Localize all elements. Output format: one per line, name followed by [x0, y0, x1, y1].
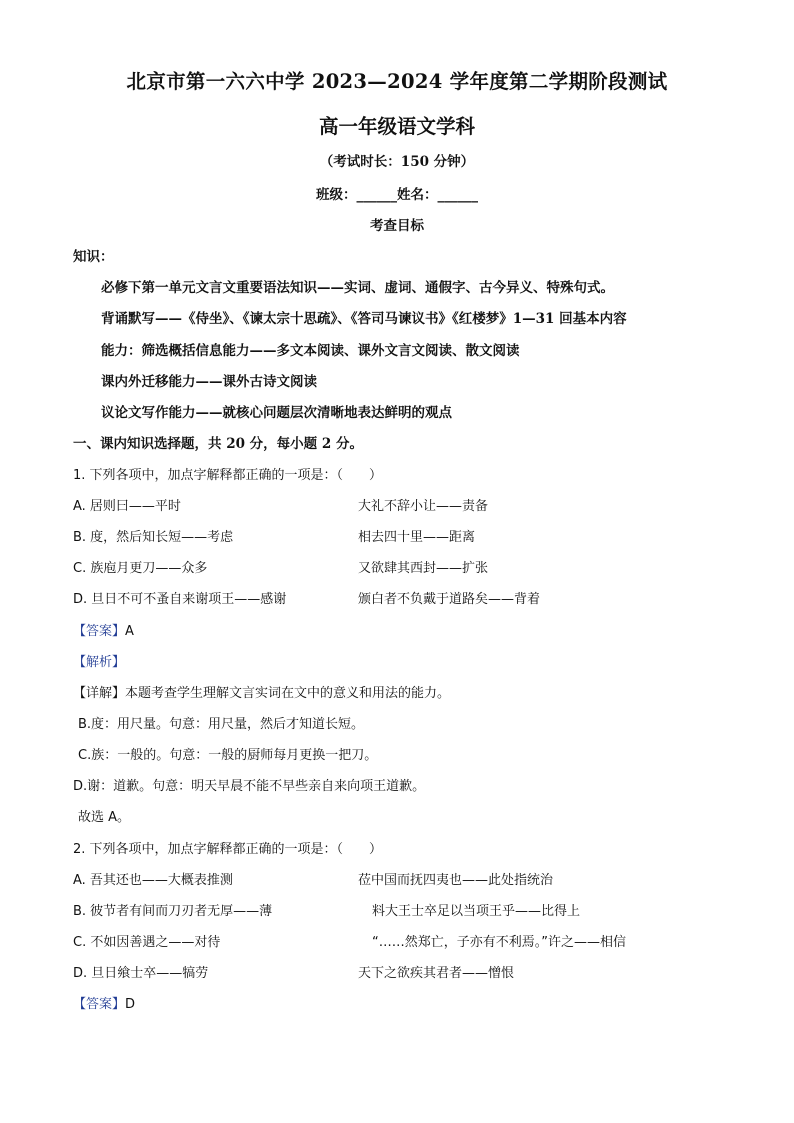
- q1-option-a-right: 大礼不辞小让——责备: [358, 499, 489, 514]
- answer-value: D: [125, 997, 136, 1012]
- q1-option-d-right: 颁白者不负戴于道路矣——背着: [358, 592, 541, 607]
- q2-option-c-left: C. 不如因善遇之——对待: [73, 935, 221, 950]
- q2-option-d-left: D. 旦日飨士卒——犒劳: [73, 966, 209, 981]
- q1-option-b-left: B. 度，然后知长短——考虑: [73, 530, 234, 545]
- q1-option-b-right: 相去四十里——距离: [358, 530, 476, 545]
- q1-option-a-left: A. 居则曰——平时: [73, 499, 181, 514]
- answer-value: A: [125, 624, 134, 639]
- q2-option-a-right: 莅中国而抚四夷也——此处指统治: [358, 873, 554, 888]
- section-1-heading: 一、课内知识选择题，共 20 分，每小题 2 分。: [73, 436, 363, 452]
- q2-option-c-right: “……然郑亡，子亦有不利焉。”许之——相信: [372, 935, 626, 950]
- detail-tag: 【详解】: [73, 686, 126, 701]
- objective-line-2: 背诵默写——《侍坐》、《谏太宗十思疏》、《答司马谏议书》《红楼梦》1—31 回基本内容: [101, 311, 627, 327]
- q2-option-d-right: 天下之欲疾其君者——憎恨: [358, 966, 515, 981]
- exam-title: 北京市第一六六中学 2023—2024 学年度第二学期阶段测试: [126, 70, 668, 93]
- q2-stem: 2. 下列各项中，加点字解释都正确的一项是：（ ）: [73, 842, 383, 857]
- q2-answer: [73, 993, 135, 1012]
- objective-line-4: 课内外迁移能力——课外古诗文阅读: [101, 374, 317, 390]
- q1-option-c-left: C. 族庖月更刀——众多: [73, 561, 208, 576]
- exam-subtitle: 高一年级语文学科: [318, 115, 475, 138]
- answer-tag: 【答案】: [73, 624, 126, 639]
- q1-answer: [73, 620, 134, 639]
- detail-text: 本题考查学生理解文言实词在文中的意义和用法的能力。: [125, 686, 451, 701]
- q1-option-c-right: 又欲肆其西封——扩张: [358, 561, 489, 576]
- objectives-heading: 考查目标: [370, 218, 424, 234]
- objective-line-5: 议论文写作能力——就核心问题层次清晰地表达鲜明的观点: [101, 405, 452, 421]
- q1-detail: [73, 682, 450, 701]
- q1-explanation-b: B.度：用尺量。句意：用尺量，然后才知道长短。: [78, 717, 365, 732]
- q1-stem: 1. 下列各项中，加点字解释都正确的一项是：（ ）: [73, 468, 383, 483]
- q2-option-b-right: 料大王士卒足以当项王乎——比得上: [372, 904, 581, 919]
- q1-conclusion: 故选 A。: [78, 810, 131, 825]
- exam-duration: （考试时长：150 分钟）: [319, 154, 475, 170]
- objective-line-3: 能力：筛选概括信息能力——多文本阅读、课外文言文阅读、散文阅读: [101, 343, 520, 359]
- q1-explanation-d: D.谢：道歉。句意：明天早晨不能不早些亲自来向项王道歉。: [73, 779, 426, 794]
- answer-tag: 【答案】: [73, 997, 126, 1012]
- q1-analysis-tag: 【解析】: [73, 655, 126, 670]
- q1-explanation-c: C.族：一般的。句意：一般的厨师每月更换一把刀。: [78, 748, 378, 763]
- q1-option-d-left: D. 旦日不可不蚤自来谢项王——感谢: [73, 592, 287, 607]
- q2-option-a-left: A. 吾其还也——大概表推测: [73, 873, 233, 888]
- q2-option-b-left: B. 彼节者有间而刀刃者无厚——薄: [73, 904, 273, 919]
- objective-line-1: 必修下第一单元文言文重要语法知识——实词、虚词、通假字、古今异义、特殊句式。: [101, 280, 614, 296]
- knowledge-label: 知识：: [73, 249, 114, 265]
- class-name-line: 班级：______姓名：______: [316, 187, 478, 203]
